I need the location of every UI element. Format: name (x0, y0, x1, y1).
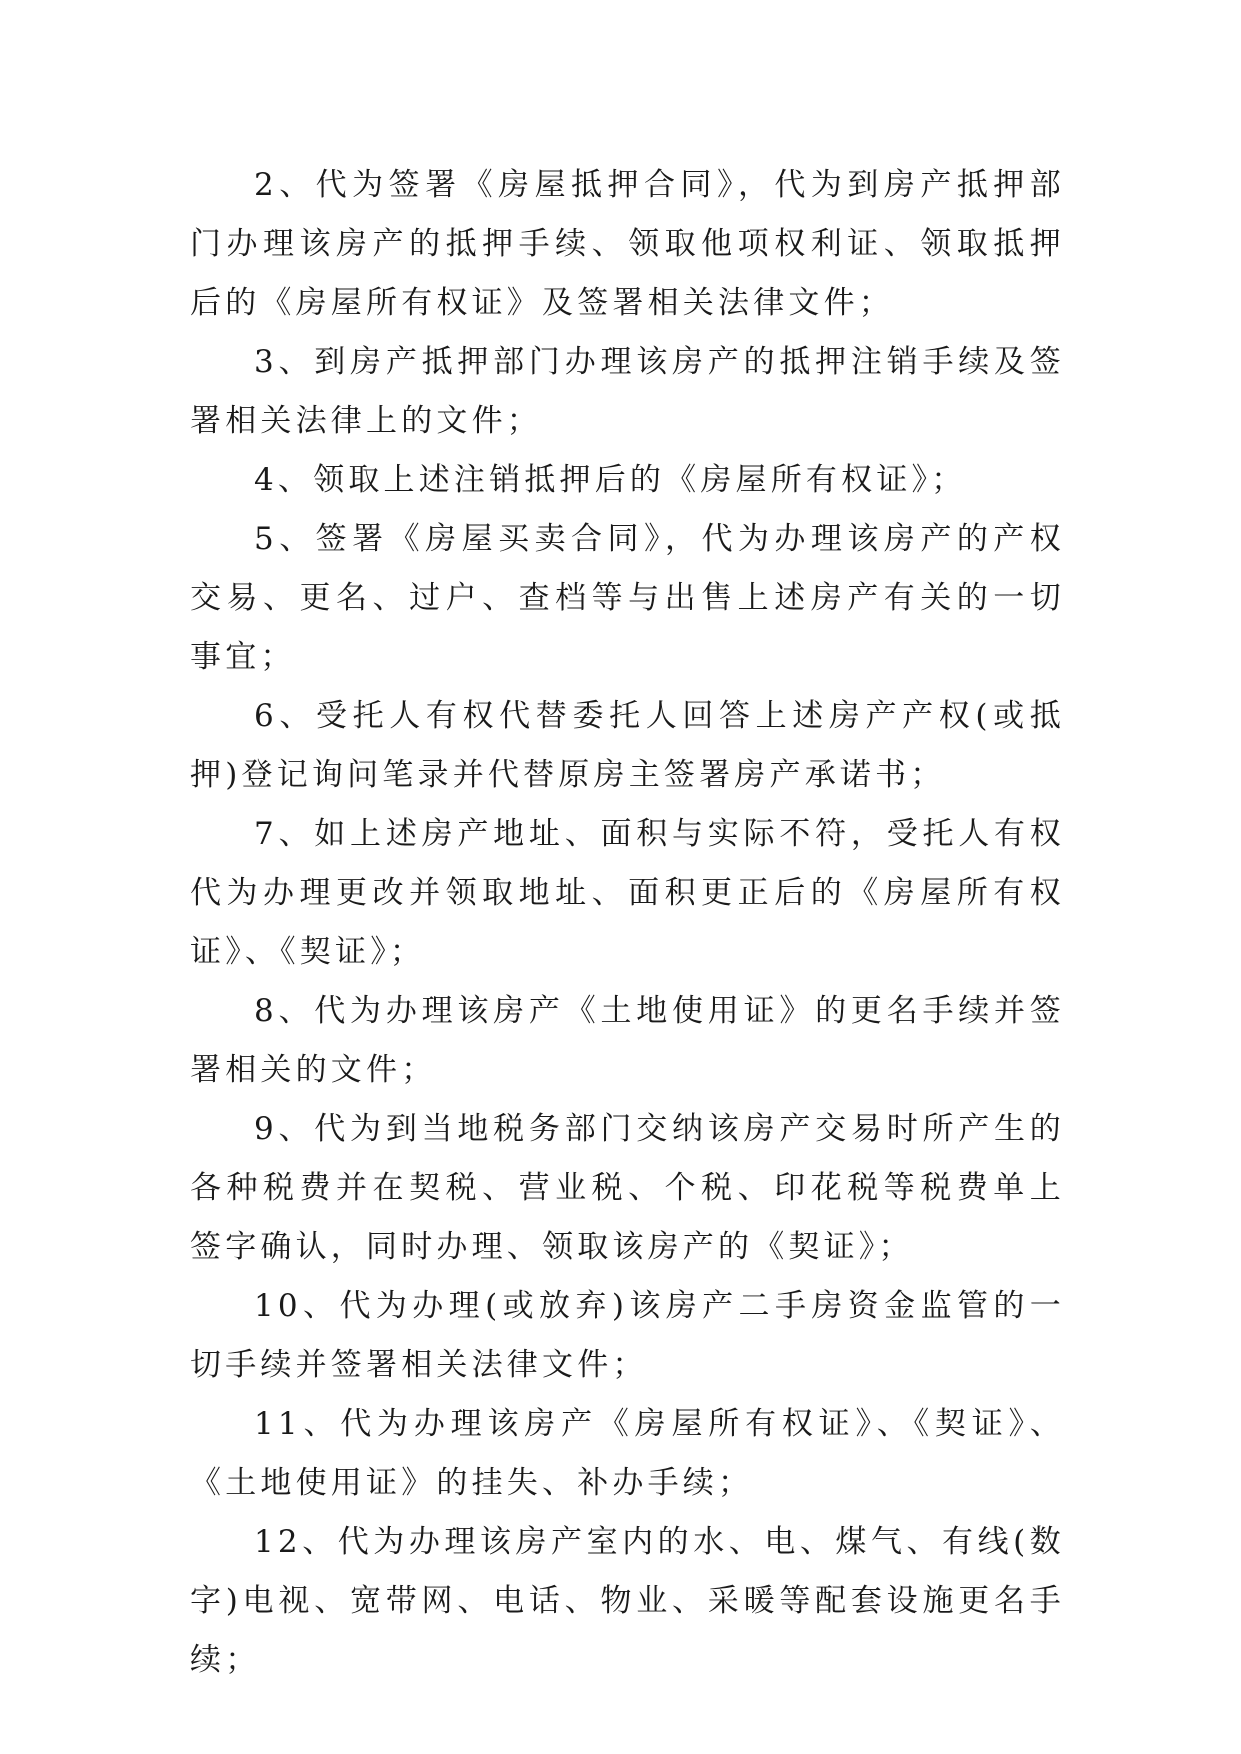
paragraph-item-4: 4、领取上述注销抵押后的《房屋所有权证》； (254, 462, 967, 498)
paragraph-item-9: 9、代为到当地税务部门交纳该房产交易时所产生的各种税费并在契税、营业税、个税、印花税等税费单上签字确认，同时办理、领取该房产的《契证》； (190, 1111, 1065, 1265)
paragraph-item-8: 8、代为办理该房产《土地使用证》的更名手续并签署相关的文件； (190, 993, 1065, 1088)
paragraph-item-3: 3、到房产抵押部门办理该房产的抵押注销手续及签署相关法律上的文件； (190, 344, 1065, 439)
paragraph-item-2: 2、代为签署《房屋抵押合同》，代为到房产抵押部门办理该房产的抵押手续、领取他项权利证、领取抵押后的《房屋所有权证》及签署相关法律文件； (190, 167, 1065, 321)
paragraph-item-12: 12、代为办理该房产室内的水、电、煤气、有线(数字)电视、宽带网、电话、物业、采暖等配套设施更名手续； (190, 1524, 1065, 1678)
paragraph-item-11: 11、代为办理该房产《房屋所有权证》、《契证》、《土地使用证》的挂失、补办手续； (190, 1406, 1065, 1501)
paragraph-item-5: 5、签署《房屋买卖合同》，代为办理该房产的产权交易、更名、过户、查档等与出售上述房产有关的一切事宜； (190, 521, 1065, 675)
paragraph-item-10: 10、代为办理(或放弃)该房产二手房资金监管的一切手续并签署相关法律文件； (190, 1288, 1065, 1383)
paragraph-item-7: 7、如上述房产地址、面积与实际不符，受托人有权代为办理更改并领取地址、面积更正后的《房屋所有权证》、《契证》； (190, 816, 1065, 970)
document-body (190, 156, 1065, 1690)
paragraph-item-6: 6、受托人有权代替委托人回答上述房产产权(或抵押)登记询问笔录并代替原房主签署房产承诺书； (190, 698, 1065, 793)
